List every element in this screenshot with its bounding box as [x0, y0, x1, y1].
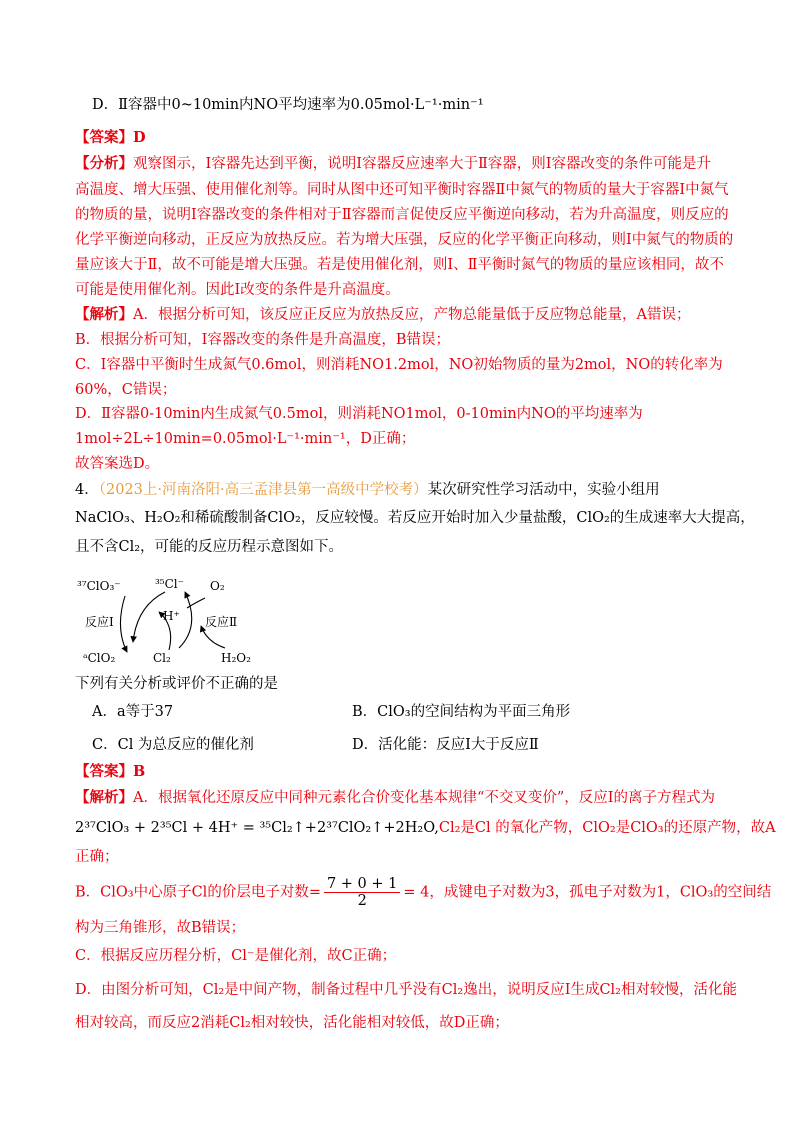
option-c[interactable]: C．Cl 为总反应的催化剂: [92, 737, 254, 753]
arc-peroxide-in: [201, 626, 225, 648]
solution-line-c1: C．Ⅰ容器中平衡时生成氮气0.6mol，则消耗NO1.2mol，NO初始物质的量为2mol，NO的转化率为: [75, 357, 723, 373]
solution-line-b: B．根据分析可知，Ⅰ容器改变的条件是升高温度，B错误；: [75, 332, 451, 348]
option-a[interactable]: A．a等于37: [92, 704, 174, 720]
solution-line-a: [75, 305, 690, 325]
analysis-line-6: 可能是使用催化剂。因此Ⅰ改变的条件是升高温度。: [75, 282, 400, 298]
arc-left-down: [120, 596, 127, 652]
analysis-line-3: 的物质的量，说明Ⅰ容器改变的条件相对于Ⅱ容器而言促使反应平衡逆向移动，若为升高温度，则反应的: [75, 207, 729, 223]
question-stem: 某次研究性学习活动中，实验小组用: [427, 482, 660, 498]
analysis-line-1: [75, 154, 711, 174]
solution2-b-post: = 4，成键电子对数为3，孤电子对数为1，ClO₃的空间结: [403, 884, 772, 901]
label-oxygen: O₂: [210, 579, 225, 593]
label-chlorine: Cl₂: [153, 651, 171, 665]
label-proton: H⁺: [163, 609, 180, 623]
solution2-b-pre: B．ClO₃中心原子Cl的价层电子对数=: [75, 884, 321, 901]
fraction-denominator: 2: [357, 893, 367, 909]
arc-right-up: [179, 592, 192, 648]
conclusion: 故答案选D。: [75, 456, 160, 472]
solution2-tag: 【解析】: [75, 789, 133, 806]
solution2-line-a3: 正确；: [75, 849, 119, 865]
question-number: 4．: [75, 482, 99, 498]
analysis-tag: 【分析】: [75, 155, 133, 172]
solution2-line-b: [75, 876, 771, 909]
solution-line-d2: 1mol÷2L÷10min=0.05mol·L⁻¹·min⁻¹，D正确；: [75, 431, 416, 447]
solution2-line-d1: D．由图分析可知，Cl₂是中间产物，制备过程中几乎没有Cl₂逸出，说明反应Ⅰ生成Cl₂相对较慢，活化能: [75, 982, 737, 998]
question-source: （2023上·河南洛阳·高三孟津县第一高级中学校考）: [98, 482, 428, 498]
label-chlorate-37: ³⁷ClO₃⁻: [77, 579, 121, 593]
option-b[interactable]: B．ClO₃的空间结构为平面三角形: [352, 704, 571, 720]
solution-tag: 【解析】: [75, 306, 133, 323]
question-4-prompt: 下列有关分析或评价不正确的是: [75, 676, 278, 692]
label-chloride-35: ³⁵Cl⁻: [155, 577, 184, 591]
question-4-stem-3: 且不含Cl₂，可能的反应历程示意图如下。: [75, 539, 344, 555]
analysis-text: 观察图示，Ⅰ容器先达到平衡，说明Ⅰ容器反应速率大于Ⅱ容器，则Ⅰ容器改变的条件可能是升: [133, 156, 712, 172]
question-4-stem-2: NaClO₃、H₂O₂和稀硫酸制备ClO₂，反应较慢。若反应开始时加入少量盐酸，ClO₂的生成速率大大提高，: [75, 510, 755, 526]
label-reaction-2: 反应Ⅱ: [205, 615, 238, 629]
solution2-line-a-equation: [75, 818, 776, 838]
option-d-line: D．Ⅱ容器中0~10min内NO平均速率为0.05mol·L⁻¹·min⁻¹: [92, 97, 484, 113]
reaction-mechanism-diagram: [75, 576, 285, 666]
answer-label: 【答案】D: [75, 129, 146, 146]
solution2-line-c: C．根据反应历程分析，Cl⁻是催化剂，故C正确；: [75, 948, 397, 964]
analysis-line-4: 化学平衡逆向移动，正反应为放热反应。若为增大压强，反应的化学平衡正向移动，则Ⅰ中氮气的物质的: [75, 232, 734, 248]
solution2-text-a1: A．根据氧化还原反应中同种元素化合价变化基本规律“不交叉变价”，反应Ⅰ的离子方程式为: [133, 790, 716, 806]
solution2-line-a1: [75, 788, 715, 808]
question-4-header: [75, 480, 660, 500]
solution-line-c2: 60%，C错误；: [75, 382, 177, 398]
solution-line-d1: D．Ⅱ容器0-10min内生成氮气0.5mol，则消耗NO1mol，0-10min内NO的平均速率为: [75, 406, 643, 422]
label-chlorine-dioxide: ᵃClO₂: [83, 651, 116, 665]
fraction: [324, 876, 400, 909]
arc-chloride-to-left: [133, 592, 165, 642]
analysis-line-2: 高温度、增大压强、使用催化剂等。同时从图中还可知平衡时容器Ⅱ中氮气的物质的量大于容器Ⅰ中氮气: [75, 182, 729, 198]
fraction-numerator: 7 + 0 + 1: [324, 876, 400, 893]
solution2-text-a2: Cl₂是Cl 的氧化产物，ClO₂是ClO₃的还原产物，故A: [438, 820, 776, 836]
answer-label-2: 【答案】B: [75, 763, 146, 780]
analysis-line-5: 量应该大于Ⅱ，故不可能是增大压强。若是使用催化剂，则Ⅰ、Ⅱ平衡时氮气的物质的量应该相同，故不: [75, 257, 724, 273]
label-reaction-1: 反应Ⅰ: [85, 615, 114, 629]
label-hydrogen-peroxide: H₂O₂: [221, 651, 251, 665]
solution-text-a: A．根据分析可知，该反应正反应为放热反应，产物总能量低于反应物总能量，A错误；: [133, 307, 691, 323]
equation: 2³⁷ClO₃ + 2³⁵Cl + 4H⁺ = ³⁵Cl₂↑+2³⁷ClO₂↑+2H₂O,: [75, 820, 439, 836]
solution2-line-b2: 构为三角锥形，故B错误；: [75, 920, 246, 936]
option-d[interactable]: D．活化能：反应Ⅰ大于反应Ⅱ: [352, 737, 539, 753]
solution2-line-d2: 相对较高，而反应2消耗Cl₂相对较快，活化能相对较低，故D正确；: [75, 1015, 509, 1031]
